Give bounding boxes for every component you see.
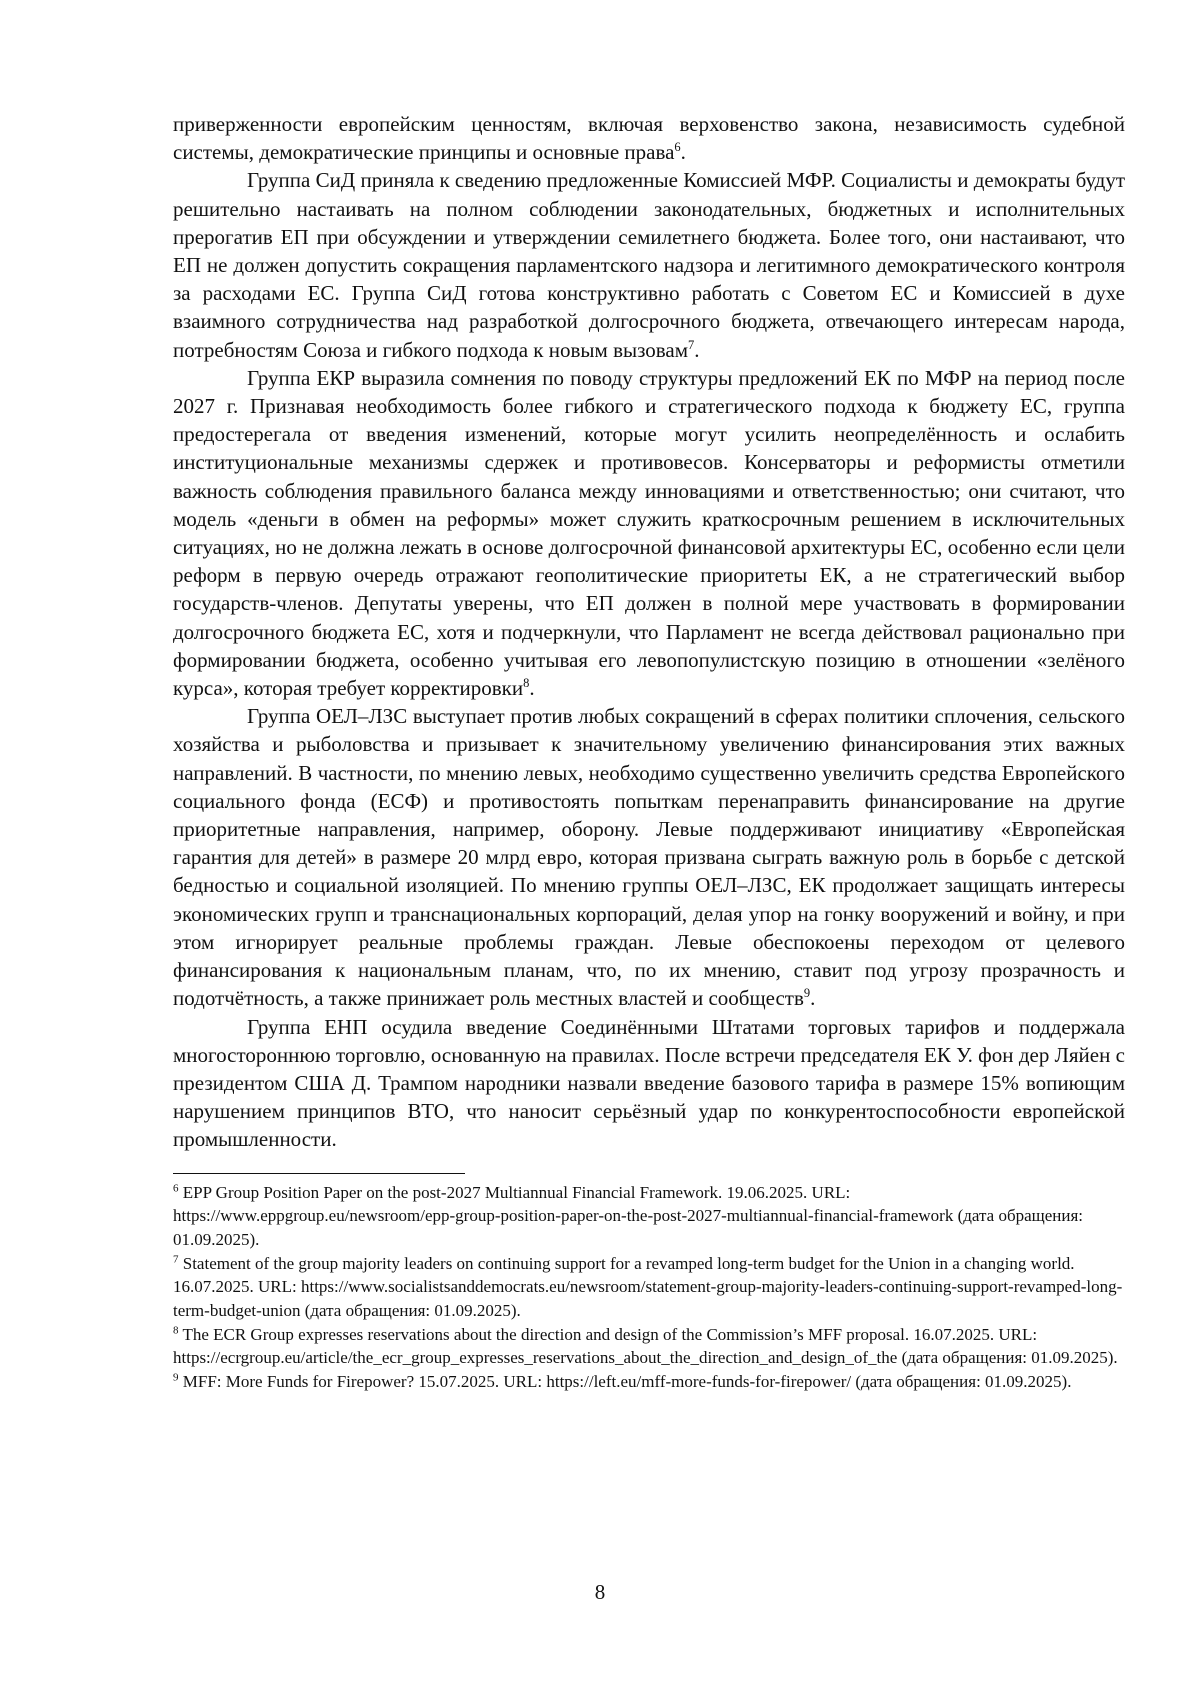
body-paragraph-5: [173, 1013, 1125, 1154]
footnote-ref-7[interactable]: 7: [688, 337, 695, 352]
footnote-ref-6[interactable]: 6: [674, 140, 681, 155]
footnote-text: Statement of the group majority leaders on continuing support for a revamped long-term budget for the Union in a changing world. 16.07.2025. URL: https://www.socialistsanddemocrats.eu/newsroom/statement-group-majority-leaders-continuing-support-revamped-long-term-budget-union (дата обращения: 01.09.2025).: [173, 1253, 1123, 1321]
paragraph-text: Группа ЕКР выразила сомнения по поводу структуры предложений ЕК по МФР на период после 2027 г. Признавая необходимость более гибкого и стратегического подхода к бюджету ЕС, группа предостерегала от введения изменений, которые могут усилить неопределённость и ослабить институциональные механизмы сдержек и противовесов. Консерваторы и реформисты отметили важность соблюдения правильного баланса между инновациями и ответственностью; они считают, что модель «деньги в обмен на реформы» может служить краткосрочным решением в исключительных ситуациях, но не должна лежать в основе долгосрочной финансовой архитектуры ЕС, особенно если цели реформ в первую очередь отражают геополитические приоритеты ЕК, а не стратегический выбор государств-членов. Депутаты уверены, что ЕП должен в полной мере участвовать в формировании долгосрочного бюджета ЕС, хотя и подчеркнули, что Парламент не всегда действовал рационально при формировании бюджета, особенно учитывая его левопопулистскую позицию в отношении «зелёного курса», которая требует корректировки: [173, 365, 1125, 701]
footnote-8: [173, 1323, 1125, 1370]
footnote-number: 7: [173, 1252, 179, 1265]
paragraph-text: Группа СиД приняла к сведению предложенные Комиссией МФР. Социалисты и демократы будут решительно настаивать на полном соблюдении законодательных, бюджетных и исполнительных прерогатив ЕП при обсуждении и утверждении семилетнего бюджета. Более того, они настаивают, что ЕП не должен допустить сокращения парламентского надзора и легитимного демократического контроля за расходами ЕС. Группа СиД готова конструктивно работать с Советом ЕС и Комиссией в духе взаимного сотрудничества над разработкой долгосрочного бюджета, отвечающего интересам народа, потребностям Союза и гибкого подхода к новым вызовам: [173, 168, 1125, 362]
body-paragraph-2: Группа СиД приняла к сведению предложенные Комиссией МФР. Социалисты и демократы будут решительно настаивать на полном соблюдении законодательных, бюджетных и исполнительных прерогатив ЕП при обсуждении и утверждении семилетнего бюджета. Более того, они настаивают, что ЕП не должен допустить сокращения парламентского надзора и легитимного демократического контроля за расходами ЕС. Группа СиД готова конструктивно работать с Советом ЕС и Комиссией в духе взаимного сотрудничества над разработкой долгосрочного бюджета, отвечающего интересам народа, потребностям Союза и гибкого подхода к новым вызовам$^7$.: [173, 168, 1125, 362]
footnote-6: [173, 1181, 1125, 1252]
footnote-number: 9: [173, 1371, 179, 1384]
body-paragraph-3: Группа ЕКР выразила сомнения по поводу структуры предложений ЕК по МФР на период после 2027 г. Признавая необходимость более гибкого и стратегического подхода к бюджету ЕС, группа предостерегала от введения изменений, которые могут усилить неопределённость и ослабить институциональные механизмы сдержек и противовесов. Консерваторы и реформисты отметили важность соблюдения правильного баланса между инновациями и ответственностью; они считают, что модель «деньги в обмен на реформы» может служить краткосрочным решением в исключительных ситуациях, но не должна лежать в основе долгосрочной финансовой архитектуры ЕС, особенно если цели реформ в первую очередь отражают геополитические приоритеты ЕК, а не стратегический выбор государств-членов. Депутаты уверены, что ЕП должен в полной мере участвовать в формировании долгосрочного бюджета ЕС, хотя и подчеркнули, что Парламент не всегда действовал рационально при формировании бюджета, особенно учитывая его левопопулистскую позицию в отношении «зелёного курса», которая требует корректировки$^8$.: [173, 365, 1125, 701]
footnote-text: EPP Group Position Paper on the post-2027 Multiannual Financial Framework. 19.06.2025. URL: https://www.eppgroup.eu/newsroom/epp-group-position-paper-on-the-post-2027-multiannual-financial-framework (дата обращения: 01.09.2025).: [173, 1182, 1084, 1249]
footnote-separator: [173, 1173, 465, 1174]
footnote-ref-8[interactable]: 8: [523, 676, 530, 691]
footnote-number: 6: [173, 1181, 179, 1194]
footnote-9: [173, 1370, 1125, 1394]
body-paragraph-4: Группа ОЕЛ–ЛЗС выступает против любых сокращений в сферах политики сплочения, сельского хозяйства и рыболовства и призывает к значительному увеличению финансирования этих важных направлений. В частности, по мнению левых, необходимо существенно увеличить средства Европейского социального фонда (ЕСФ) и противостоять попыткам перенаправить финансирование на другие приоритетные направления, например, оборону. Левые поддерживают инициативу «Европейская гарантия для детей» в размере 20 млрд евро, которая призвана сыграть важную роль в борьбе с детской бедностью и социальной изоляцией. По мнению группы ОЕЛ–ЛЗС, ЕК продолжает защищать интересы экономических групп и транснациональных корпораций, делая упор на гонку вооружений и войну, и при этом игнорирует реальные проблемы граждан. Левые обеспокоены переходом от целевого финансирования к национальным планам, что, по их мнению, ставит под угрозу прозрачность и подотчётность, а также принижает роль местных властей и сообществ$^9$.: [173, 704, 1125, 1011]
paragraph-text: Группа ЕНП осудила введение Соединёнными Штатами торговых тарифов и поддержала многостороннюю торговлю, основанную на правилах. После встречи председателя ЕК У. фон дер Ляйен с президентом США Д. Трампом народники назвали введение базового тарифа в размере 15% вопиющим нарушением принципов ВТО, что наносит серьёзный удар по конкурентоспособности европейской промышленности.: [173, 1014, 1125, 1152]
paragraph-text: Группа ОЕЛ–ЛЗС выступает против любых сокращений в сферах политики сплочения, сельского хозяйства и рыболовства и призывает к значительному увеличению финансирования этих важных направлений. В частности, по мнению левых, необходимо существенно увеличить средства Европейского социального фонда (ЕСФ) и противостоять попыткам перенаправить финансирование на другие приоритетные направления, например, оборону. Левые поддерживают инициативу «Европейская гарантия для детей» в размере 20 млрд евро, которая призвана сыграть важную роль в борьбе с детской бедностью и социальной изоляцией. По мнению группы ОЕЛ–ЛЗС, ЕК продолжает защищать интересы экономических групп и транснациональных корпораций, делая упор на гонку вооружений и войну, и при этом игнорирует реальные проблемы граждан. Левые обеспокоены переходом от целевого финансирования к национальным планам, что, по их мнению, ставит под угрозу прозрачность и подотчётность, а также принижает роль местных властей и сообществ: [173, 704, 1125, 1011]
page-number: 8: [594, 1580, 606, 1604]
footnote-text: The ECR Group expresses reservations about the direction and design of the Commission’s MFF proposal. 16.07.2025. URL: https://ecrgroup.eu/article/the_ecr_group_expresses_reservations_about_the_direction_and_design_of_the (дата обращения: 01.09.2025).: [173, 1324, 1118, 1368]
footnote-text: MFF: More Funds for Firepower? 15.07.2025. URL: https://left.eu/mff-more-funds-for-firepower/ (дата обращения: 01.09.2025).: [178, 1372, 1072, 1392]
body-paragraph-1: приверженности европейским ценностям, включая верховенство закона, независимость судебной системы, демократические принципы и основные права$^6$.: [173, 112, 1125, 165]
footnote-ref-9[interactable]: 9: [803, 986, 811, 1001]
document-page: [173, 110, 1125, 1394]
paragraph-text: приверженности европейским ценностям, включая верховенство закона, независимость судебной системы, демократические принципы и основные права: [173, 112, 1125, 165]
footnotes: [173, 1181, 1125, 1394]
footnote-number: 8: [173, 1324, 179, 1337]
footnote-7: [173, 1252, 1125, 1323]
